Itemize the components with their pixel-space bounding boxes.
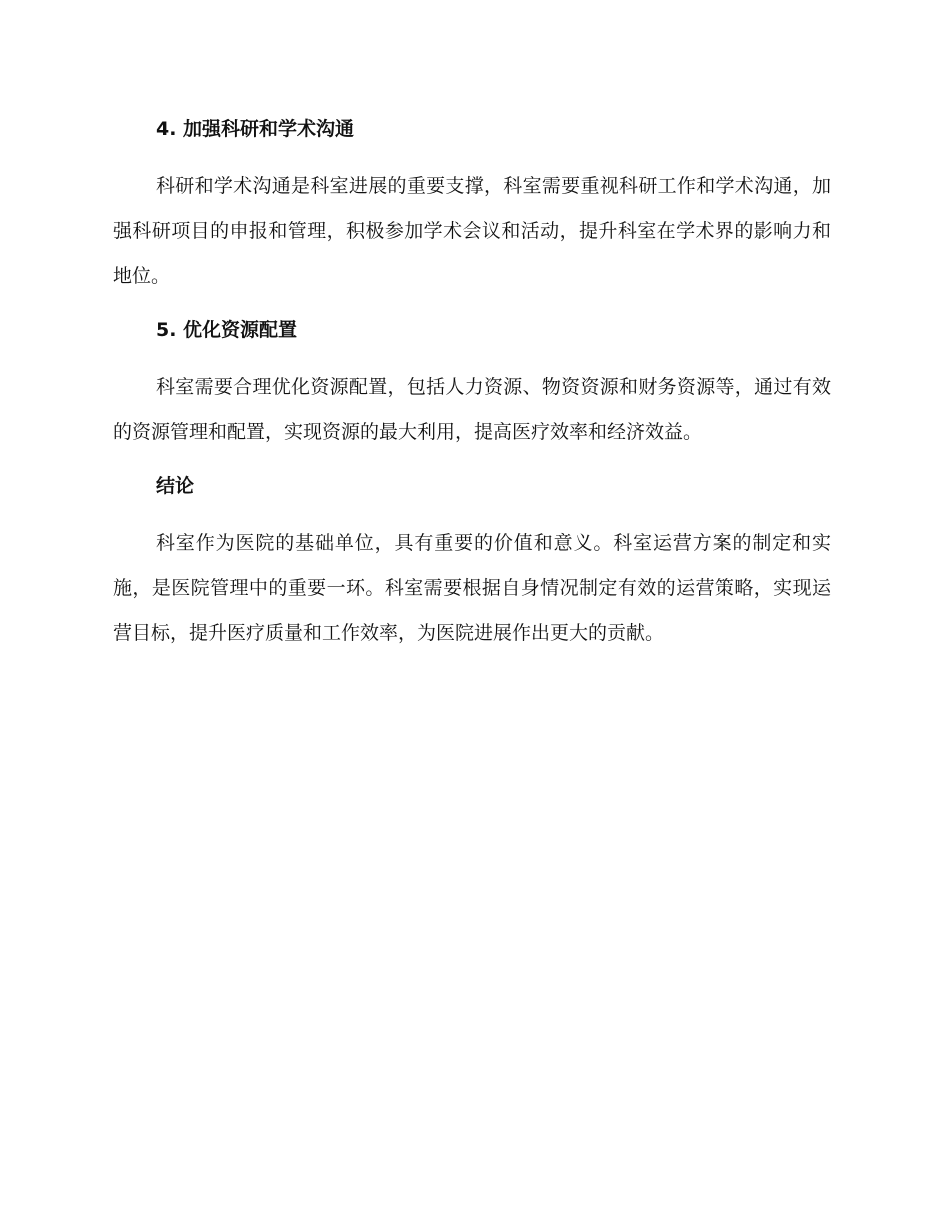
section-conclusion bbox=[113, 469, 831, 656]
section-paragraph: 科室作为医院的基础单位，具有重要的价值和意义。科室运营方案的制定和实施，是医院管理中的重要一环。科室需要根据自身情况制定有效的运营策略，实现运营目标，提升医疗质量和工作效率，为医院进展作出更大的贡献。 bbox=[113, 532, 831, 644]
section-heading: 4. 加强科研和学术沟通 bbox=[156, 118, 355, 140]
section-heading: 结论 bbox=[156, 475, 195, 497]
document-body bbox=[113, 112, 831, 656]
section-heading: 5. 优化资源配置 bbox=[156, 319, 298, 341]
section-resource-allocation bbox=[113, 313, 831, 455]
section-paragraph: 科研和学术沟通是科室进展的重要支撑，科室需要重视科研工作和学术沟通，加强科研项目的申报和管理，积极参加学术会议和活动，提升科室在学术界的影响力和地位。 bbox=[113, 175, 831, 287]
section-paragraph: 科室需要合理优化资源配置，包括人力资源、物资资源和财务资源等，通过有效的资源管理和配置，实现资源的最大利用，提高医疗效率和经济效益。 bbox=[113, 376, 831, 443]
section-research-communication bbox=[113, 112, 831, 299]
